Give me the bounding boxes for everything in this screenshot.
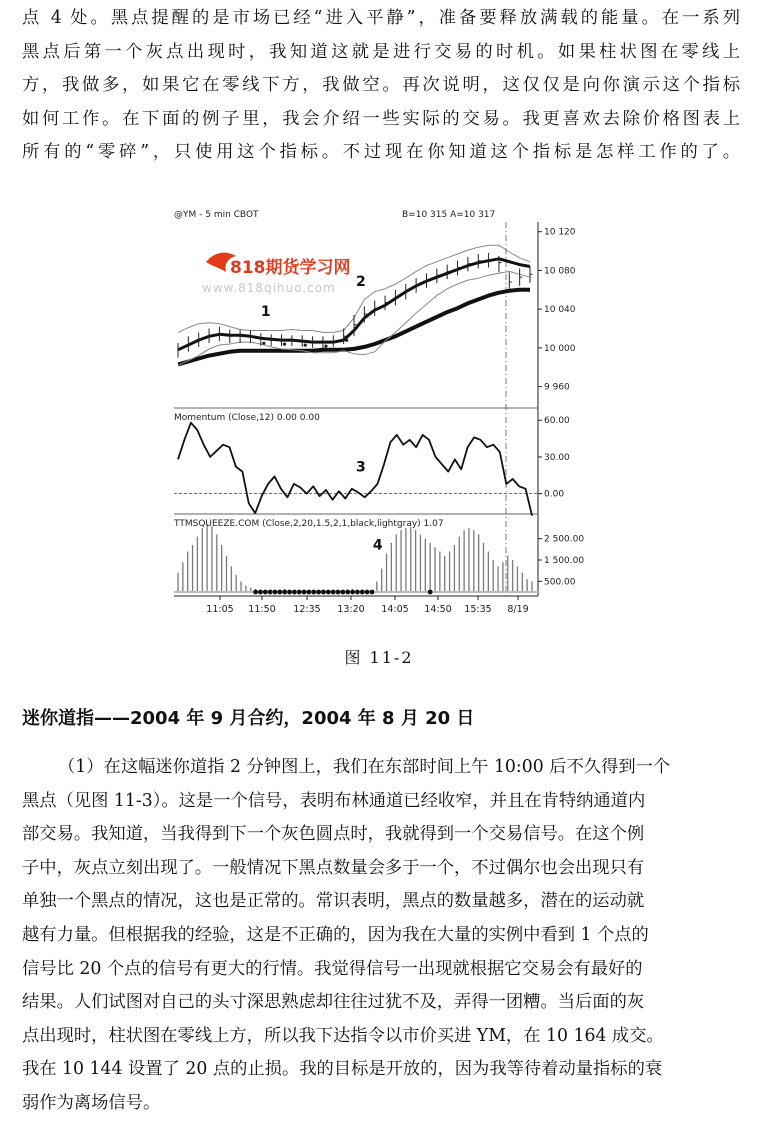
squeeze-dot-black [311,590,316,595]
squeeze-dot-black [277,590,282,595]
squeeze-dot-black [307,590,312,595]
squeeze-dot-black [326,590,331,595]
squeeze-dot-black [365,590,370,595]
x-tick-label: 11:05 [206,604,234,615]
squeeze-dot-black [360,590,365,595]
text-line: 黑点后第一个灰点出现时，我知道这就是进行交易的时机。如果柱状图在零线上 [22,41,740,62]
text-line: 信号比 20 个点的信号有更大的行情。我觉得信号一出现就根据它交易会有最好的 [22,958,643,979]
squeeze-tick-label: 2 500.00 [544,534,585,545]
watermark-url: www.818qihuo.com [202,281,336,295]
squeeze-dot-black [355,590,360,595]
text-line: 越有力量。但根据我的经验，这是不正确的，因为我在大量的实例中看到 1 个点的 [22,924,649,945]
bid-ask-label: B=10 315 A=10 317 [402,210,496,220]
text-line: 如何工作。在下面的例子里，我会介绍一些实际的交易。我更喜欢去除价格图表上 [22,108,740,129]
x-tick-label: 8/19 [507,604,529,615]
squeeze-dot-black [350,590,355,595]
squeeze-dot-black [287,590,292,595]
squeeze-dot-black [428,590,433,595]
x-tick-label: 15:35 [464,604,492,615]
squeeze-tick-label: 500.00 [544,577,576,588]
text-line: 结果。人们试图对自己的头寸深思熟虑却往往过犹不及，弄得一团糟。当后面的灰 [22,992,645,1013]
squeeze-dot-black [263,590,268,595]
squeeze-dot-black [297,590,302,595]
text-line: 点 4 处。黑点提醒的是市场已经“进入平静”，准备要释放满载的能量。在一系列 [22,8,740,28]
text-line: 方，我做多，如果它在零线下方，我做空。再次说明，这仅仅是向你演示这个指标 [22,75,740,96]
price-tick-label: 10 120 [544,227,576,238]
x-tick-label: 11:50 [248,604,276,615]
momentum-label: Momentum (Close,12) 0.00 0.00 [174,413,320,423]
x-tick-label: 13:20 [337,604,365,615]
price-dot [324,344,327,347]
squeeze-dot-black [302,590,307,595]
momentum-tick-label: 60.00 [544,416,570,427]
squeeze-dot-black [321,590,326,595]
squeeze-dot-black [253,590,258,595]
annotation-3: 3 [356,459,366,476]
watermark-name: 818期货学习网 [230,258,351,278]
squeeze-dot-black [268,590,273,595]
annotation-1: 1 [260,303,271,320]
momentum-tick-label: 0.00 [544,489,565,500]
squeeze-dot-black [331,590,336,595]
squeeze-dot-black [273,590,278,595]
text-line last-line: 所有的“零碎”，只使用这个指标。不过现在你知道这个指标是怎样工作的了。 [22,142,740,163]
squeeze-dot-black [336,590,341,595]
price-dot [304,344,307,347]
squeeze-dot-black [258,590,263,595]
price-dot [283,343,286,346]
momentum-line [178,423,532,516]
price-dot [345,339,348,342]
text-line: 点出现时，柱状图在零线上方，所以我下达指令以市价买进 YM，在 10 164 成交。 [22,1025,664,1046]
squeeze-dot-black [340,590,345,595]
x-tick-label: 12:35 [293,604,321,615]
watermark-logo [202,253,351,295]
x-tick-label: 14:50 [424,604,452,615]
text-line: （1）在这幅迷你道指 2 分钟图上，我们在东部时间上午 10:00 后不久得到一个 [58,757,671,777]
annotation-4: 4 [372,537,383,554]
momentum-tick-label: 30.00 [544,452,570,463]
squeeze-dot-black [292,590,297,595]
paragraph-top [22,2,740,170]
price-dot [262,342,265,345]
text-line last-line: 弱作为离场信号。 [22,1092,161,1113]
text-line: 我在 10 144 设置了 20 点的止损。我的目标是开放的，因为我等待着动量指标的衰 [22,1059,663,1080]
x-tick-label: 14:05 [381,604,409,615]
squeeze-dot-black [370,590,375,595]
text-line: 单独一个黑点的情况，这也是正常的。常识表明，黑点的数量越多，潜在的运动就 [22,891,645,912]
chart-symbol-label: @YM - 5 min CBOT [174,210,259,220]
squeeze-dot-black [345,590,350,595]
price-tick-label: 10 040 [544,305,576,316]
squeeze-dot-black [282,590,287,595]
annotation-2: 2 [356,273,366,290]
text-line: 子中，灰点立刻出现了。一般情况下黑点数量会多于一个，不过偶尔也会出现只有 [22,857,645,878]
text-line: 黑点（见图 11-3）。这是一个信号，表明布林通道已经收窄，并且在肯特纳通道内 [22,790,646,811]
price-tick-label: 9 960 [544,382,570,393]
section-heading: 迷你道指——2004 年 9 月合约，2004 年 8 月 20 日 [22,708,475,729]
paragraph-bottom [22,751,740,1121]
squeeze-dot-black [316,590,321,595]
figure-11-2 [166,200,585,632]
squeeze-label: TTMSQUEEZE.COM (Close,2,20,1.5,2,1,black,lightgray) 1.07 [174,519,444,529]
squeeze-tick-label: 1 500.00 [544,556,585,566]
figure-caption: 图 11-2 [344,648,414,667]
price-tick-label: 10 080 [544,266,576,277]
price-tick-label: 10 000 [544,343,576,354]
text-line: 部交易。我知道，当我得到下一个灰色圆点时，我就得到一个交易信号。在这个例 [22,824,645,845]
